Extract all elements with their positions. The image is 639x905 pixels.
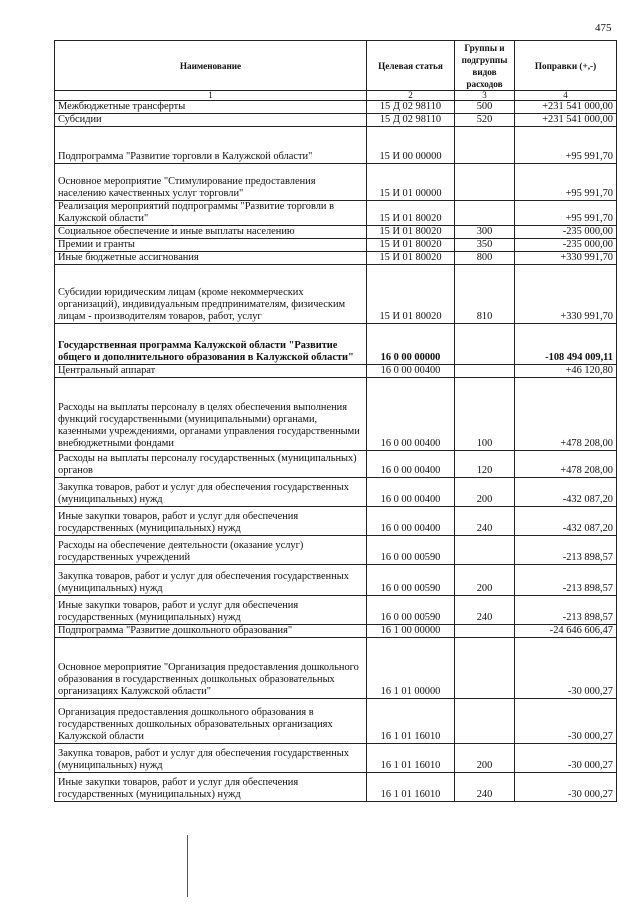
- row-amount: +231 541 000,00: [515, 114, 617, 127]
- row-target-article: 16 1 00 00000: [367, 625, 455, 638]
- row-expense-group: 240: [455, 507, 515, 536]
- table-row: [55, 201, 617, 226]
- row-amount: -30 000,27: [515, 744, 617, 773]
- table-row: [55, 226, 617, 239]
- row-amount: -213 898,57: [515, 536, 617, 565]
- row-expense-group: [455, 127, 515, 164]
- table-row: [55, 773, 617, 802]
- row-target-article: 16 0 00 00400: [367, 451, 455, 478]
- row-target-article: 16 0 00 00400: [367, 365, 455, 378]
- row-target-article: 16 0 00 00400: [367, 507, 455, 536]
- margin-line: [187, 835, 188, 897]
- row-target-article: 16 1 01 16010: [367, 773, 455, 802]
- row-amount: +478 208,00: [515, 451, 617, 478]
- row-expense-group: [455, 699, 515, 744]
- row-amount: -30 000,27: [515, 699, 617, 744]
- row-name: Социальное обеспечение и иные выплаты населению: [55, 226, 367, 239]
- row-name: Иные закупки товаров, работ и услуг для обеспечения государственных (муниципальных) нужд: [55, 596, 367, 625]
- table-row: [55, 324, 617, 365]
- table-row: [55, 625, 617, 638]
- row-amount: +95 991,70: [515, 164, 617, 201]
- row-name: Центральный аппарат: [55, 365, 367, 378]
- budget-amendments-table: [54, 40, 617, 802]
- row-target-article: 16 1 01 16010: [367, 744, 455, 773]
- row-amount: -235 000,00: [515, 239, 617, 252]
- header-name: Наименование: [55, 41, 367, 91]
- row-name: Реализация мероприятий подпрограммы "Развитие торговли в Калужской области": [55, 201, 367, 226]
- row-name: Закупка товаров, работ и услуг для обеспечения государственных (муниципальных) нужд: [55, 744, 367, 773]
- row-expense-group: [455, 365, 515, 378]
- row-expense-group: 350: [455, 239, 515, 252]
- row-expense-group: 100: [455, 378, 515, 451]
- row-target-article: 16 1 01 00000: [367, 638, 455, 699]
- row-name: Расходы на обеспечение деятельности (оказание услуг) государственных учреждений: [55, 536, 367, 565]
- table-row: [55, 478, 617, 507]
- row-target-article: 15 И 01 80020: [367, 201, 455, 226]
- table-row: [55, 265, 617, 324]
- table-row: [55, 378, 617, 451]
- row-target-article: 15 И 01 80020: [367, 265, 455, 324]
- table-row: [55, 164, 617, 201]
- table-row: [55, 638, 617, 699]
- row-expense-group: 200: [455, 744, 515, 773]
- row-expense-group: 810: [455, 265, 515, 324]
- table-row: [55, 101, 617, 114]
- row-name: Основное мероприятие "Стимулирование предоставления населению качественных услуг торговли": [55, 164, 367, 201]
- row-amount: +95 991,70: [515, 127, 617, 164]
- row-name: Расходы на выплаты персоналу в целях обеспечения выполнения функций государственными (муниципальными) органами, казенными учреждениями, органами управления государственными внебюджетными фондами: [55, 378, 367, 451]
- row-expense-group: [455, 324, 515, 365]
- row-amount: +231 541 000,00: [515, 101, 617, 114]
- row-target-article: 15 И 01 80020: [367, 239, 455, 252]
- row-target-article: 16 0 00 00400: [367, 378, 455, 451]
- row-expense-group: 240: [455, 773, 515, 802]
- row-target-article: 15 И 01 80020: [367, 226, 455, 239]
- table-row: [55, 365, 617, 378]
- row-target-article: 16 0 00 00590: [367, 536, 455, 565]
- row-amount: -213 898,57: [515, 596, 617, 625]
- row-name: Закупка товаров, работ и услуг для обеспечения государственных (муниципальных) нужд: [55, 565, 367, 596]
- row-amount: -30 000,27: [515, 773, 617, 802]
- row-amount: +330 991,70: [515, 265, 617, 324]
- row-target-article: 15 И 01 80020: [367, 252, 455, 265]
- row-target-article: 16 0 00 00590: [367, 565, 455, 596]
- row-expense-group: 200: [455, 478, 515, 507]
- table-row: [55, 252, 617, 265]
- table-row: [55, 699, 617, 744]
- row-target-article: 15 И 01 00000: [367, 164, 455, 201]
- row-expense-group: [455, 625, 515, 638]
- row-target-article: 16 0 00 00000: [367, 324, 455, 365]
- row-target-article: 15 Д 02 98110: [367, 114, 455, 127]
- column-number-row: [55, 91, 617, 101]
- row-amount: +330 991,70: [515, 252, 617, 265]
- row-expense-group: 500: [455, 101, 515, 114]
- row-expense-group: [455, 201, 515, 226]
- header-target-article: Целевая статья: [367, 41, 455, 91]
- row-expense-group: 200: [455, 565, 515, 596]
- table-row: [55, 596, 617, 625]
- row-amount: -30 000,27: [515, 638, 617, 699]
- table-row: [55, 507, 617, 536]
- column-number: 3: [455, 91, 515, 101]
- table-row: [55, 239, 617, 252]
- table-row: [55, 565, 617, 596]
- row-expense-group: 520: [455, 114, 515, 127]
- row-amount: +478 208,00: [515, 378, 617, 451]
- row-name: Расходы на выплаты персоналу государственных (муниципальных) органов: [55, 451, 367, 478]
- row-expense-group: [455, 638, 515, 699]
- row-name: Государственная программа Калужской области "Развитие общего и дополнительного образования в Калужской области": [55, 324, 367, 365]
- row-amount: -24 646 606,47: [515, 625, 617, 638]
- column-number: 1: [55, 91, 367, 101]
- row-name: Иные закупки товаров, работ и услуг для обеспечения государственных (муниципальных) нужд: [55, 773, 367, 802]
- row-name: Подпрограмма "Развитие торговли в Калужской области": [55, 127, 367, 164]
- table-row: [55, 114, 617, 127]
- row-target-article: 16 0 00 00590: [367, 596, 455, 625]
- row-name: Закупка товаров, работ и услуг для обеспечения государственных (муниципальных) нужд: [55, 478, 367, 507]
- row-name: Межбюджетные трансферты: [55, 101, 367, 114]
- row-amount: -235 000,00: [515, 226, 617, 239]
- row-amount: -432 087,20: [515, 478, 617, 507]
- row-name: Организация предоставления дошкольного образования в государственных дошкольных образовательных организациях Калужской области: [55, 699, 367, 744]
- row-amount: -432 087,20: [515, 507, 617, 536]
- row-name: Субсидии: [55, 114, 367, 127]
- table-header-row: [55, 41, 617, 91]
- row-expense-group: [455, 536, 515, 565]
- header-amendments: Поправки (+,-): [515, 41, 617, 91]
- row-name: Подпрограмма "Развитие дошкольного образования": [55, 625, 367, 638]
- row-target-article: 16 1 01 16010: [367, 699, 455, 744]
- row-target-article: 16 0 00 00400: [367, 478, 455, 507]
- row-name: Премии и гранты: [55, 239, 367, 252]
- row-amount: +95 991,70: [515, 201, 617, 226]
- row-expense-group: 300: [455, 226, 515, 239]
- header-expense-groups: Группы и подгруппы видов расходов: [455, 41, 515, 91]
- table-row: [55, 451, 617, 478]
- page-number: 475: [595, 22, 612, 34]
- row-amount: -108 494 009,11: [515, 324, 617, 365]
- row-name: Иные бюджетные ассигнования: [55, 252, 367, 265]
- row-amount: +46 120,80: [515, 365, 617, 378]
- table-row: [55, 127, 617, 164]
- row-name: Иные закупки товаров, работ и услуг для обеспечения государственных (муниципальных) нужд: [55, 507, 367, 536]
- table-row: [55, 536, 617, 565]
- row-target-article: 15 Д 02 98110: [367, 101, 455, 114]
- row-name: Субсидии юридическим лицам (кроме некоммерческих организаций), индивидуальным предпринимателям, физическим лицам - производителям товаров, работ, услуг: [55, 265, 367, 324]
- table-row: [55, 744, 617, 773]
- row-amount: -213 898,57: [515, 565, 617, 596]
- row-target-article: 15 И 00 00000: [367, 127, 455, 164]
- row-expense-group: 240: [455, 596, 515, 625]
- row-expense-group: 800: [455, 252, 515, 265]
- row-name: Основное мероприятие "Организация предоставления дошкольного образования в государственных дошкольных образовательных организациях Калужской области": [55, 638, 367, 699]
- column-number: 2: [367, 91, 455, 101]
- row-expense-group: 120: [455, 451, 515, 478]
- row-expense-group: [455, 164, 515, 201]
- column-number: 4: [515, 91, 617, 101]
